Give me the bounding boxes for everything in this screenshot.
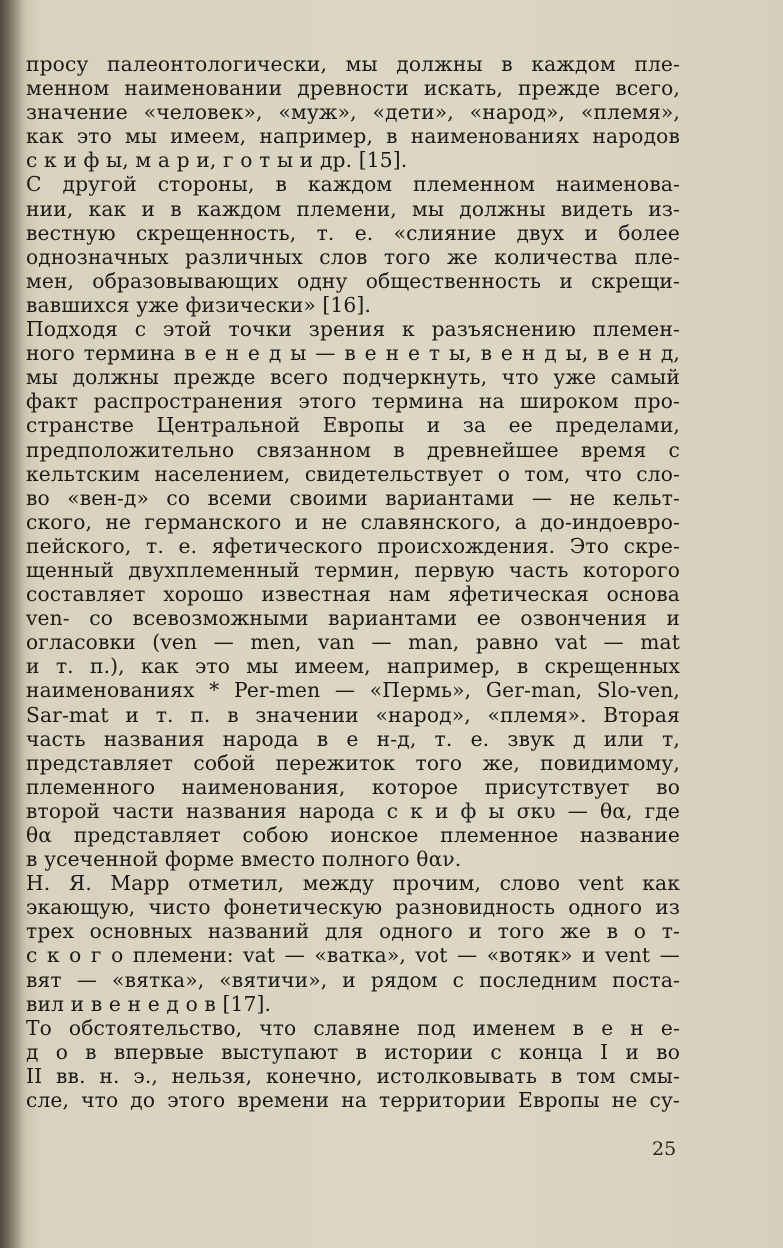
text-line: То обстоятельство, что славяне под именем в е н е-: [26, 1015, 680, 1040]
text-line: с к и ф ы, м а р и, г о т ы и др. [15].: [26, 148, 408, 173]
text-line: мы должны прежде всего подчеркнуть, что уже самый: [26, 365, 680, 390]
text-line: ного термина в е н е д ы — в е н е т ы, в е н д ы, в е н д,: [26, 341, 680, 366]
text-line: факт распространения этого термина на широком про-: [26, 389, 680, 414]
text-line: II вв. н. э., нельзя, конечно, истолковывать в том смы-: [26, 1063, 680, 1088]
text-line: щенный двухплеменный термин, первую часть которого: [26, 557, 680, 582]
text-line: нии, как и в каждом племени, мы должны видеть из-: [26, 196, 680, 221]
text-line: во «вен-д» со всеми своими вариантами — не кельт-: [26, 485, 680, 510]
text-line: ского, не германского и не славянского, а до-индоевро-: [26, 509, 680, 534]
text-line: пейского, т. е. яфетического происхождения. Это скре-: [26, 533, 680, 558]
text-line: вестную скрещенность, т. е. «слияние двух и более: [26, 220, 680, 245]
text-line: трех основных названий для одного и того же в о т-: [26, 919, 680, 944]
text-line: мен, образовывающих одну общественность и скрещи-: [26, 268, 680, 293]
text-line: кельтским населением, свидетельствует о том, что сло-: [26, 461, 680, 486]
text-line: Sar-mat и т. п. в значении «народ», «племя». Вторая: [26, 702, 680, 727]
text-line: представляет собой пережиток того же, повидимому,: [26, 750, 680, 775]
page-number: 25: [652, 1138, 677, 1160]
text-line: С другой стороны, в каждом племенном наименова-: [26, 172, 680, 197]
text-line: Н. Я. Марр отметил, между прочим, слово vent как: [26, 871, 680, 896]
text-line: значение «человек», «муж», «дети», «народ», «племя»,: [26, 100, 680, 125]
text-line: в усеченной форме вместо полного θαν.: [26, 847, 462, 872]
text-line: вят — «вятка», «вятичи», и рядом с последним поста-: [26, 967, 680, 992]
binding-shadow: [0, 0, 26, 1248]
text-line: странстве Центральной Европы и за ее пределами,: [26, 413, 680, 438]
text-line: второй части названия народа с к и ф ы σκυ — θα, где: [26, 798, 680, 823]
text-line: составляет хорошо известная нам яфетическая основа: [26, 582, 680, 607]
text-line: экающую, чисто фонетическую разновидность одного из: [26, 895, 680, 920]
text-line: племенного наименования, которое присутствует во: [26, 774, 680, 799]
body-text: [26, 52, 680, 1112]
text-line: как это мы имеем, например, в наименованиях народов: [26, 124, 680, 149]
text-line: Подходя с этой точки зрения к разъяснению племен-: [26, 317, 680, 342]
text-line: и т. п.), как это мы имеем, например, в скрещенных: [26, 654, 680, 679]
text-line: просу палеонтологически, мы должны в каждом пле-: [26, 52, 680, 76]
text-line: огласовки (ven — men, van — man, равно vat — mat: [26, 630, 680, 655]
text-line: ven- со всевозможными вариантами ее озвончения и: [26, 606, 680, 631]
text-line: с к о г о племени: vat — «ватка», vot — «вотяк» и vent —: [26, 943, 680, 968]
text-line: однозначных различных слов того же количества пле-: [26, 244, 680, 269]
text-line: вил и в е н е д о в [17].: [26, 991, 272, 1016]
text-line: наименованиях * Per-men — «Пермь», Ger-man, Slo-ven,: [26, 678, 680, 703]
text-line: θα представляет собою ионское племенное название: [26, 823, 680, 847]
text-line: сле, что до этого времени на территории Европы не су-: [26, 1088, 680, 1113]
text-line: часть названия народа в е н-д, т. е. звук д или т,: [26, 726, 680, 751]
text-line: предположительно связанном в древнейшее время с: [26, 437, 680, 462]
text-line: вавшихся уже физически» [16].: [26, 292, 372, 317]
text-line: менном наименовании древности искать, прежде всего,: [26, 76, 680, 101]
text-line: д о в впервые выступают в истории с конца I и во: [26, 1039, 680, 1064]
